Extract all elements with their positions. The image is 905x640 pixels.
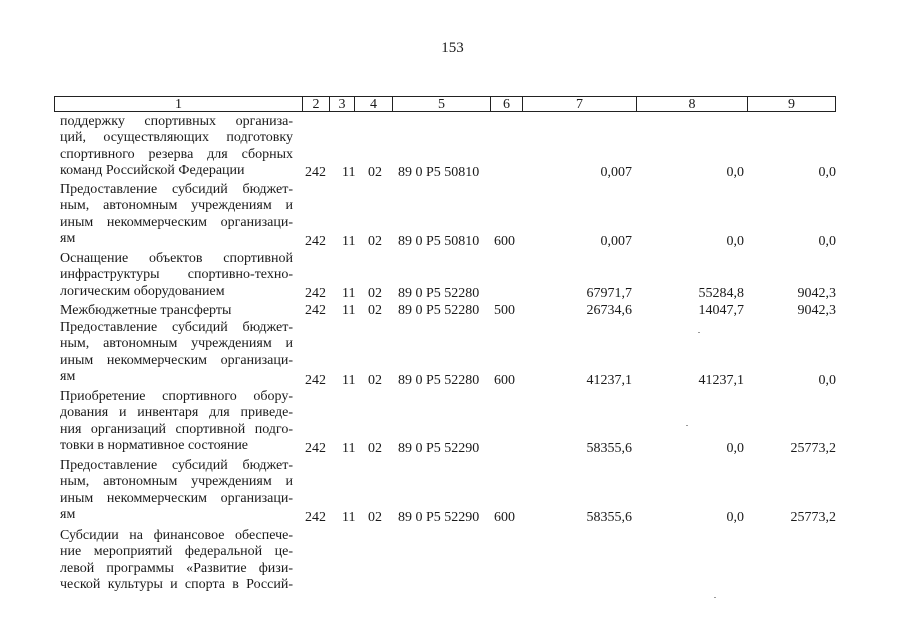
description-line: иным некоммерческим организаци- bbox=[60, 490, 293, 506]
description-line: инфраструктуры спортивно-техно- bbox=[60, 267, 293, 283]
cell-col-3: 11 bbox=[342, 303, 356, 318]
scan-speck bbox=[714, 597, 716, 598]
description-line: ям bbox=[60, 231, 76, 247]
cell-col-2: 242 bbox=[305, 303, 326, 318]
cell-col-6: 500 bbox=[494, 303, 515, 318]
header-col-4: 4 bbox=[354, 97, 392, 111]
cell-col-9: 0,0 bbox=[818, 165, 836, 180]
cell-col-5: 89 0 P5 52280 bbox=[398, 286, 480, 301]
cell-col-9: 9042,3 bbox=[797, 286, 836, 301]
cell-col-2: 242 bbox=[305, 441, 326, 456]
cell-col-5: 89 0 P5 50810 bbox=[398, 234, 480, 249]
scan-speck bbox=[698, 332, 700, 333]
cell-col-5: 89 0 P5 52290 bbox=[398, 510, 480, 525]
cell-col-8: 0,0 bbox=[726, 165, 744, 180]
header-col-8: 8 bbox=[636, 97, 747, 111]
row-values bbox=[0, 283, 905, 302]
header-col-2: 2 bbox=[302, 97, 329, 111]
cell-col-5: 89 0 P5 52290 bbox=[398, 441, 480, 456]
cell-col-3: 11 bbox=[342, 373, 356, 388]
description-line: ям bbox=[60, 369, 76, 385]
description-line: Оснащение объектов спортивной bbox=[60, 251, 293, 266]
description-line: Предоставление субсидий бюджет- bbox=[60, 182, 293, 197]
cell-col-6: 600 bbox=[494, 373, 515, 388]
description-line: спортивного резерва для сборных bbox=[60, 146, 293, 162]
cell-col-3: 11 bbox=[342, 286, 356, 301]
description-line: ния организаций спортивной подго- bbox=[60, 421, 293, 437]
row-values bbox=[0, 510, 905, 526]
cell-col-6: 600 bbox=[494, 234, 515, 249]
cell-col-7: 26734,6 bbox=[586, 303, 632, 318]
header-col-3: 3 bbox=[329, 97, 354, 111]
cell-col-8: 55284,8 bbox=[698, 286, 744, 301]
description-line: иным некоммерческим организаци- bbox=[60, 214, 293, 230]
cell-col-9: 9042,3 bbox=[797, 303, 836, 318]
cell-col-4: 02 bbox=[368, 234, 382, 249]
description-line: ным, автономным учреждениям и bbox=[60, 336, 293, 352]
cell-col-4: 02 bbox=[368, 510, 382, 525]
table-header bbox=[54, 96, 836, 112]
cell-col-9: 0,0 bbox=[818, 234, 836, 249]
description-line: ным, автономным учреждениям и bbox=[60, 474, 293, 490]
cell-col-2: 242 bbox=[305, 373, 326, 388]
header-col-7: 7 bbox=[522, 97, 636, 111]
description-line: логическим оборудованием bbox=[60, 283, 225, 299]
description-line: ным, автономным учреждениям и bbox=[60, 198, 293, 214]
description-line: Межбюджетные трансферты bbox=[60, 303, 232, 318]
cell-col-8: 0,0 bbox=[726, 510, 744, 525]
cell-col-9: 0,0 bbox=[818, 373, 836, 388]
row-values bbox=[0, 441, 905, 457]
description-line: команд Российской Федерации bbox=[60, 163, 245, 179]
description-line: ческой культуры и спорта в Россий- bbox=[60, 577, 293, 593]
cell-col-7: 58355,6 bbox=[586, 441, 632, 456]
cell-col-6: 600 bbox=[494, 510, 515, 525]
description-line: левой программы «Развитие физи- bbox=[60, 560, 293, 576]
cell-col-4: 02 bbox=[368, 286, 382, 301]
cell-col-3: 11 bbox=[342, 441, 356, 456]
description-line: Приобретение спортивного обору- bbox=[60, 389, 293, 404]
header-col-5: 5 bbox=[392, 97, 490, 111]
cell-col-2: 242 bbox=[305, 510, 326, 525]
cell-col-8: 14047,7 bbox=[698, 303, 744, 318]
cell-col-3: 11 bbox=[342, 165, 356, 180]
header-col-1: 1 bbox=[175, 97, 182, 112]
cell-col-7: 67971,7 bbox=[586, 286, 632, 301]
cell-col-5: 89 0 P5 52280 bbox=[398, 303, 480, 318]
cell-col-8: 0,0 bbox=[726, 234, 744, 249]
description-line: товки в нормативное состояние bbox=[60, 438, 249, 454]
page-number: 153 bbox=[441, 40, 464, 56]
description-line: ям bbox=[60, 507, 76, 523]
description-line: Предоставление субсидий бюджет- bbox=[60, 320, 293, 335]
cell-col-7: 0,007 bbox=[600, 234, 632, 249]
cell-col-4: 02 bbox=[368, 303, 382, 318]
cell-col-3: 11 bbox=[342, 510, 356, 525]
cell-col-2: 242 bbox=[305, 286, 326, 301]
cell-col-5: 89 0 P5 52280 bbox=[398, 373, 480, 388]
row-values bbox=[0, 165, 905, 181]
cell-col-4: 02 bbox=[368, 373, 382, 388]
row-values bbox=[0, 234, 905, 250]
cell-col-7: 41237,1 bbox=[586, 373, 632, 388]
row-description bbox=[60, 528, 293, 594]
cell-col-9: 25773,2 bbox=[790, 441, 836, 456]
cell-col-7: 58355,6 bbox=[586, 510, 632, 525]
cell-col-4: 02 bbox=[368, 165, 382, 180]
cell-col-2: 242 bbox=[305, 234, 326, 249]
header-col-9: 9 bbox=[747, 97, 835, 111]
cell-col-8: 41237,1 bbox=[698, 373, 744, 388]
description-line: Предоставление субсидий бюджет- bbox=[60, 458, 293, 473]
description-line: ние мероприятий федеральной це- bbox=[60, 544, 293, 560]
description-line: ций, осуществляющих подготовку bbox=[60, 130, 293, 146]
cell-col-8: 0,0 bbox=[726, 441, 744, 456]
scan-speck bbox=[686, 425, 688, 426]
cell-col-3: 11 bbox=[342, 234, 356, 249]
cell-col-7: 0,007 bbox=[600, 165, 632, 180]
cell-col-5: 89 0 P5 50810 bbox=[398, 165, 480, 180]
row-values bbox=[0, 373, 905, 389]
row-values bbox=[0, 303, 905, 319]
cell-col-2: 242 bbox=[305, 165, 326, 180]
description-line: поддержку спортивных организа- bbox=[60, 114, 293, 129]
cell-col-4: 02 bbox=[368, 441, 382, 456]
header-col-6: 6 bbox=[490, 97, 522, 111]
description-line: иным некоммерческим организаци- bbox=[60, 352, 293, 368]
cell-col-9: 25773,2 bbox=[790, 510, 836, 525]
description-line: Субсидии на финансовое обеспече- bbox=[60, 528, 293, 543]
description-line: дования и инвентаря для приведе- bbox=[60, 405, 293, 421]
